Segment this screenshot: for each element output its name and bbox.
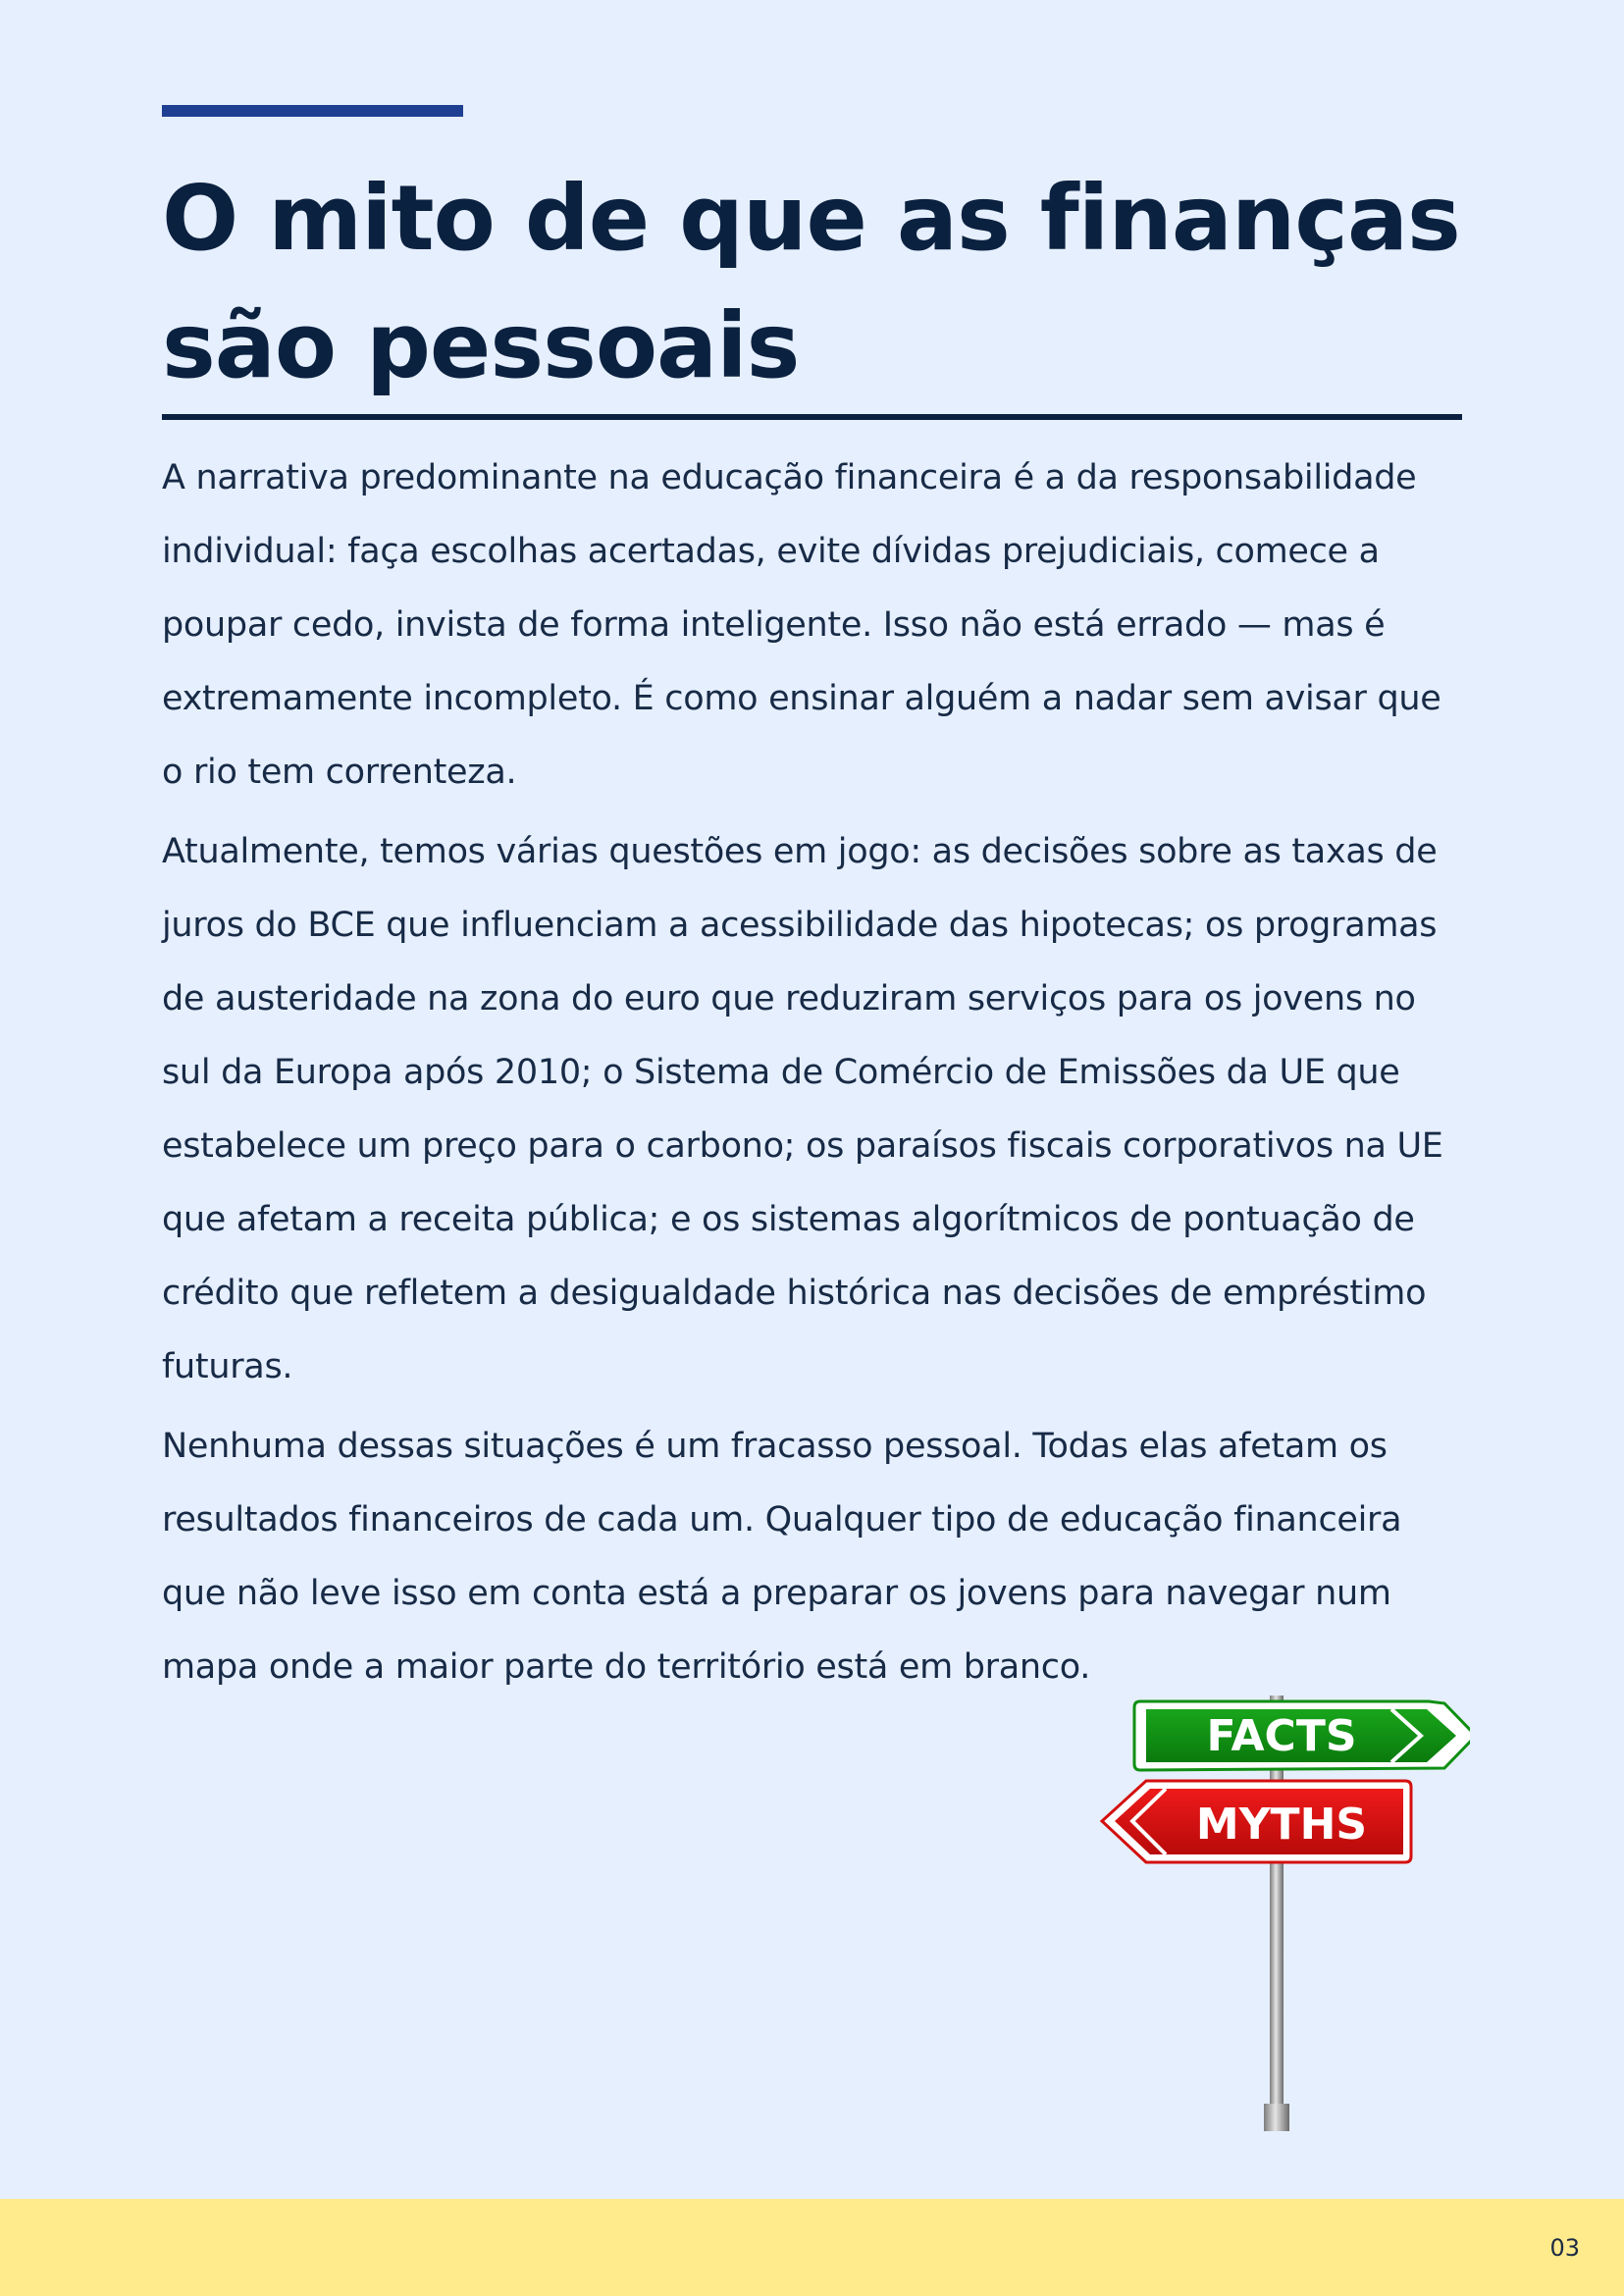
title-accent-bar — [162, 105, 463, 117]
article-body — [162, 442, 1467, 1704]
paragraph-3: Nenhuma dessas situações é um fracasso pessoal. Todas elas afetam os resultados financeiros de cada um. Qualquer tipo de educação financeira que não leve isso em conta está a preparar os jovens para navegar num mapa onde a maior parte do território está em branco. — [162, 1427, 1402, 1687]
facts-myths-signpost-icon — [1097, 1692, 1470, 2133]
facts-label: FACTS — [1206, 1711, 1357, 1761]
facts-sign — [1134, 1701, 1470, 1770]
paragraph-1: A narrativa predominante na educação financeira é a da responsabilidade individual: faça escolhas acertadas, evite dívidas prejudiciais, comece a poupar cedo, invista de forma inteligente. Isso não está errado — mas é extremamente incompleto. É como ensinar alguém a nadar sem avisar que o rio tem correnteza. — [162, 458, 1441, 792]
title-divider — [162, 414, 1462, 420]
paragraph-2: Atualmente, temos várias questões em jogo: as decisões sobre as taxas de juros do BCE que influenciam a acessibilidade das hipotecas; os programas de austeridade na zona do euro que reduziram serviços para os jovens no sul da Europa após 2010; o Sistema de Comércio de Emissões da UE que estabelece um preço para o carbono; os paraísos fiscais corporativos na UE que afetam a receita pública; e os sistemas algorítmicos de pontuação de crédito que refletem a desigualdade histórica nas decisões de empréstimo futuras. — [162, 832, 1443, 1386]
myths-sign — [1102, 1781, 1411, 1862]
footer-band — [0, 2199, 1624, 2296]
myths-label: MYTHS — [1195, 1800, 1368, 1850]
page-number: 03 — [1549, 2234, 1580, 2262]
page-title: O mito de que as finanças são pessoais — [162, 166, 1460, 398]
signpost-base — [1264, 2104, 1289, 2131]
